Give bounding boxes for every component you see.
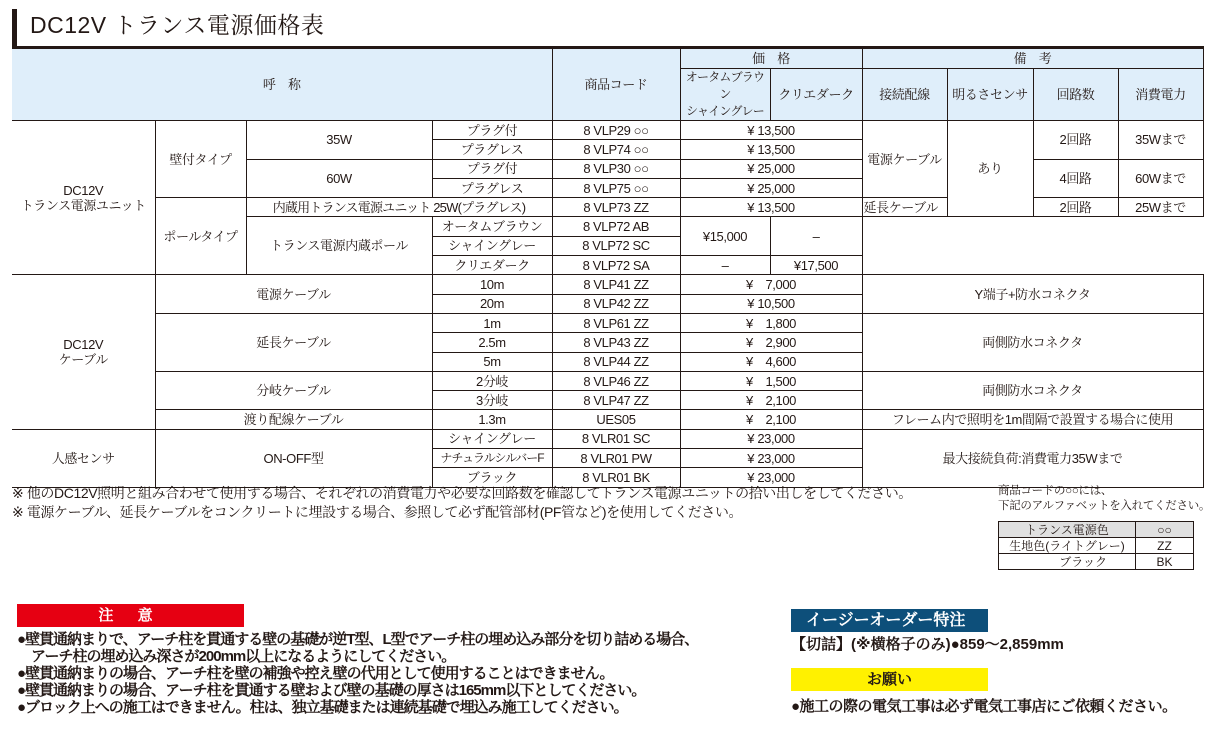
easy-order-text: 【切詰】(※横格子のみ)●859～2,859mm [791,636,1064,653]
header-code: 商品コード [552,48,680,121]
code-cell: 8 VLR01 BK [552,468,680,487]
header-price: 価 格 [680,48,862,69]
circuits-cell: 2回路 [1033,121,1118,160]
caution-item: ●壁貫通納まりの場合、アーチ柱を貫通する壁および壁の基礎の厚さは165mm以下としてください。 [17,682,646,699]
color-code-header [999,522,1194,538]
remarks-cell: 最大接続負荷:消費電力35Wまで [862,429,1203,487]
title-bar [12,9,17,46]
variant-cell: 20m [432,294,552,313]
power-cell: 25Wまで [1118,198,1203,217]
variant-cell: プラグレス [432,140,552,159]
price-cell: ¥ 13,500 [680,121,862,140]
variant-cell: 5m [432,352,552,371]
code-note-line: 下記のアルファベットを入れてください。 [998,500,1211,512]
easy-order-heading: イージーオーダー特注 [791,609,988,632]
color-code: BK [1136,554,1194,570]
code-cell: 8 VLP46 ZZ [552,371,680,390]
variant-cell: 10m [432,275,552,294]
category-cell: DC12V トランス電源ユニット [12,121,155,275]
spec-cell: 内蔵用トランス電源ユニット 25W(プラグレス) [246,198,552,217]
type-cell: 延長ケーブル [155,313,432,371]
color-code-table [998,521,1194,570]
header-circuits: 回路数 [1033,69,1118,121]
spec-cell: トランス電源内蔵ポール [246,217,432,275]
price-table [12,46,1204,488]
price-cell: ¥ 23,000 [680,468,862,487]
caution-item: アーチ柱の埋め込み深さが200mm以上になるようにしてください。 [17,648,456,665]
price-cell-clear-dark: – [770,217,862,256]
power-cell: 60Wまで [1118,159,1203,198]
code-cell: 8 VLR01 PW [552,449,680,468]
header-wiring: 接続配線 [862,69,947,121]
code-cell: 8 VLP72 SC [552,236,680,255]
code-cell: 8 VLP72 SA [552,256,680,275]
table-row [12,275,1203,294]
remarks-cell: フレーム内で照明を1m間隔で設置する場合に使用 [862,410,1203,429]
variant-cell: 1.3m [432,410,552,429]
caution-item: ●壁貫通納まりの場合、アーチ柱を壁の補強や控え壁の代用として使用することはできません。 [17,665,614,682]
code-cell: 8 VLP41 ZZ [552,275,680,294]
remarks-cell: 両側防水コネクタ [862,371,1203,410]
caution-item: ●ブロック上への施工はできません。柱は、独立基礎または連続基礎で埋込み施工してください。 [17,699,628,716]
variant-cell: 1m [432,313,552,332]
table-row [12,410,1203,429]
price-cell: ¥ 13,500 [680,140,862,159]
variant-cell: シャイングレー [432,429,552,448]
code-cell: UES05 [552,410,680,429]
remarks-cell: 両側防水コネクタ [862,313,1203,371]
variant-cell: 2分岐 [432,371,552,390]
color-name: ブラック [999,554,1136,570]
caution-heading: 注 意 [17,604,244,627]
variant-cell: クリエダーク [432,256,552,275]
header-price-clear-dark: クリエダーク [770,69,862,121]
price-cell: ¥ 13,500 [680,198,862,217]
variant-cell: 2.5m [432,333,552,352]
variant-cell: ナチュラルシルバーF [432,449,552,468]
color-code-row [999,554,1194,570]
code-cell: 8 VLP29 ○○ [552,121,680,140]
code-cell: 8 VLP74 ○○ [552,140,680,159]
price-cell: ¥ 1,800 [680,313,862,332]
note: ※ 電源ケーブル、延長ケーブルをコンクリートに埋設する場合、参照して必ず配管部材(PF管など)を使用してください。 [12,504,743,520]
color-code-row [999,538,1194,554]
price-cell: ¥ 23,000 [680,449,862,468]
color-code: ZZ [1136,538,1194,554]
price-cell: ¥ 4,600 [680,352,862,371]
price-cell-autumn-shine: – [680,256,770,275]
type-cell: 渡り配線ケーブル [155,410,432,429]
table-row [12,313,1203,332]
spec-cell: 35W [246,121,432,160]
color-name: 生地色(ライトグレー) [999,538,1136,554]
category-cell: 人感センサ [12,429,155,487]
price-cell: ¥ 2,100 [680,410,862,429]
color-header: トランス電源色 [999,522,1136,538]
variant-cell: オータムブラウン [432,217,552,236]
code-cell: 8 VLP30 ○○ [552,159,680,178]
header-remarks: 備 考 [862,48,1203,69]
table-notes [12,484,990,522]
code-cell: 8 VLP61 ZZ [552,313,680,332]
header-price-autumn-shine: オータムブラウン シャイングレー [680,69,770,121]
caution-list [17,631,782,716]
code-note-line: 商品コードの○○には、 [998,485,1113,497]
table-row [12,429,1203,448]
type-cell: ポールタイプ [155,198,246,275]
category-cell: DC12V ケーブル [12,275,155,429]
code-cell: 8 VLP43 ZZ [552,333,680,352]
power-cell: 35Wまで [1118,121,1203,160]
price-cell: ¥ 1,500 [680,371,862,390]
wiring-cell: 電源ケーブル [862,121,947,198]
request-text: ●施工の際の電気工事は必ず電気工事店にご依頼ください。 [791,698,1177,715]
variant-cell: 3分岐 [432,391,552,410]
price-cell: ¥ 2,900 [680,333,862,352]
variant-cell: プラグ付 [432,121,552,140]
circuits-cell: 2回路 [1033,198,1118,217]
code-cell: 8 VLP73 ZZ [552,198,680,217]
variant-cell: ブラック [432,468,552,487]
type-cell: 壁付タイプ [155,121,246,198]
header-power: 消費電力 [1118,69,1203,121]
code-cell: 8 VLP75 ○○ [552,178,680,197]
circuits-cell: 4回路 [1033,159,1118,198]
empty-remarks [862,217,1203,275]
page-title: DC12V トランス電源価格表 [30,12,325,38]
type-cell: 分岐ケーブル [155,371,432,410]
type-cell: 電源ケーブル [155,275,432,314]
variant-cell: プラグ付 [432,159,552,178]
price-cell-clear-dark: ¥17,500 [770,256,862,275]
price-cell: ¥ 2,100 [680,391,862,410]
variant-cell: プラグレス [432,178,552,197]
price-cell-autumn-shine: ¥15,000 [680,217,770,256]
code-header: ○○ [1136,522,1194,538]
table-row [12,371,1203,390]
code-cell: 8 VLP44 ZZ [552,352,680,371]
code-cell: 8 VLP42 ZZ [552,294,680,313]
price-cell: ¥ 25,000 [680,159,862,178]
caution-item: ●壁貫通納まりで、アーチ柱を貫通する壁の基礎が逆T型、L型でアーチ柱の埋め込み部分を切り詰める場合、 [17,631,699,648]
header-name: 呼 称 [12,48,552,121]
price-cell: ¥ 7,000 [680,275,862,294]
table-row [12,121,1203,140]
code-cell: 8 VLP47 ZZ [552,391,680,410]
type-cell: ON-OFF型 [155,429,432,487]
request-heading: お願い [791,668,988,691]
wiring-cell: 延長ケーブル [862,198,947,217]
note: ※ 他のDC12V照明と組み合わせて使用する場合、それぞれの消費電力や必要な回路数を確認してトランス電源ユニットの拾い出しをしてください。 [12,485,912,501]
variant-cell: シャイングレー [432,236,552,255]
price-cell: ¥ 23,000 [680,429,862,448]
remarks-cell: Y端子+防水コネクタ [862,275,1203,314]
code-cell: 8 VLP72 AB [552,217,680,236]
header-sensor: 明るさセンサ [947,69,1033,121]
spec-cell: 60W [246,159,432,198]
sensor-cell: あり [947,121,1033,217]
code-note [998,484,1217,514]
price-cell: ¥ 25,000 [680,178,862,197]
price-cell: ¥ 10,500 [680,294,862,313]
code-cell: 8 VLR01 SC [552,429,680,448]
